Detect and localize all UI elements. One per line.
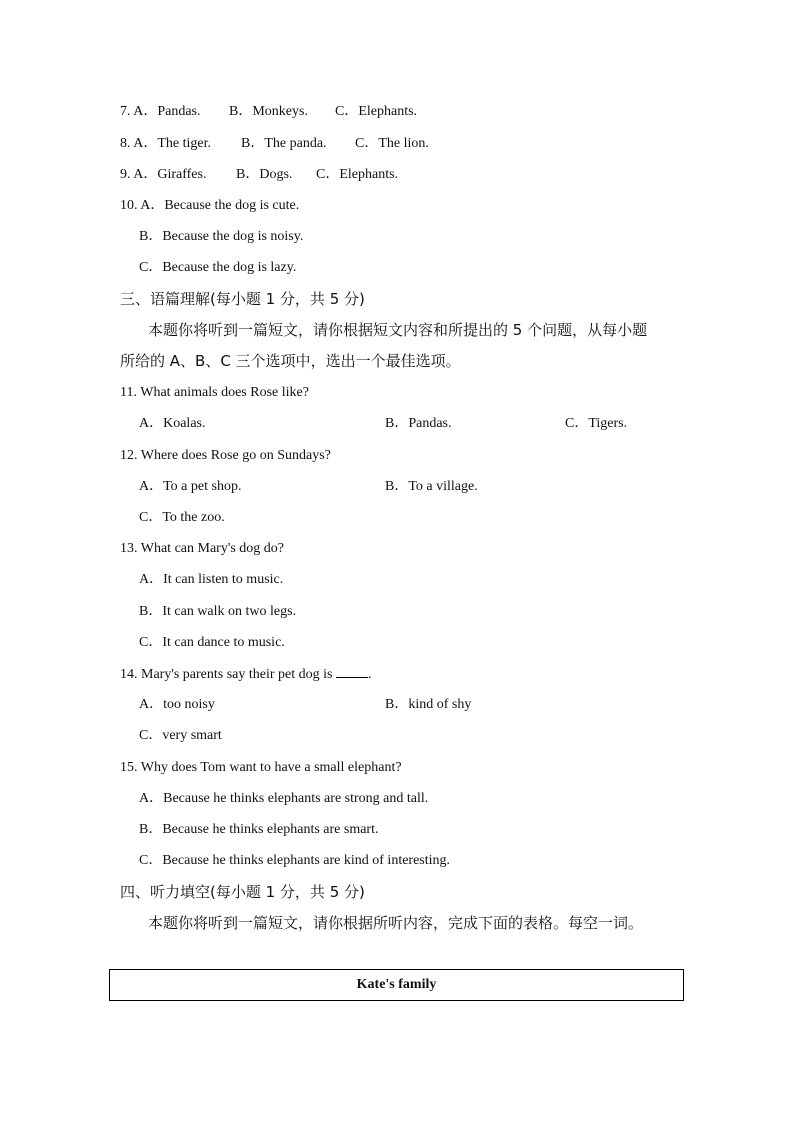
q12-question: 12. Where does Rose go on Sundays? (120, 448, 331, 463)
q7-option-a: 7. A．Pandas. (120, 104, 201, 119)
q10-option-c: C．Because the dog is lazy. (139, 260, 297, 275)
q12-option-a: A．To a pet shop. (139, 479, 242, 494)
table-title: Kate's family (356, 977, 437, 992)
q14-question (120, 665, 371, 684)
q9-option-c: C．Elephants. (316, 167, 399, 182)
q9-option-a: 9. A．Giraffes. (120, 167, 207, 182)
q13-option-b: B．It can walk on two legs. (139, 604, 297, 619)
q14-option-b: B．kind of shy (385, 697, 472, 712)
q12-option-b: B．To a village. (385, 479, 478, 494)
q10-option-b: B．Because the dog is noisy. (139, 229, 304, 244)
q15-option-a: A．Because he thinks elephants are strong and tall. (139, 791, 429, 806)
q13-option-a: A．It can listen to music. (139, 572, 284, 587)
q8-option-a: 8. A．The tiger. (120, 136, 211, 151)
q14-option-c: C．very smart (139, 728, 222, 743)
q13-question: 13. What can Mary's dog do? (120, 541, 285, 556)
section3-title: 三、语篇理解(每小题 1 分，共 5 分) (120, 290, 365, 308)
q15-option-b: B．Because he thinks elephants are smart. (139, 822, 379, 837)
q14-question-end: . (367, 667, 372, 682)
q9-option-b: B．Dogs. (236, 167, 293, 182)
q13-option-c: C．It can dance to music. (139, 635, 285, 650)
q14-question-text: 14. Mary's parents say their pet dog is (120, 667, 333, 682)
section4-instruction-line1: 本题你将听到一篇短文，请你根据所听内容，完成下面的表格。每空一词。 (148, 914, 644, 932)
q14-answer-blank (336, 665, 368, 678)
section3-instruction-line1: 本题你将听到一篇短文，请你根据短文内容和所提出的 5 个问题，从每小题 (148, 321, 648, 339)
q7-option-b: B．Monkeys. (229, 104, 308, 119)
q11-question: 11. What animals does Rose like? (120, 385, 309, 400)
kates-family-table (109, 969, 684, 1001)
q8-option-c: C．The lion. (355, 136, 429, 151)
q10-option-a: 10. A．Because the dog is cute. (120, 198, 300, 213)
q15-option-c: C．Because he thinks elephants are kind of interesting. (139, 853, 451, 868)
q11-option-b: B．Pandas. (385, 416, 452, 431)
q12-option-c: C．To the zoo. (139, 510, 225, 525)
q14-option-a: A．too noisy (139, 697, 215, 712)
q11-option-c: C．Tigers. (565, 416, 628, 431)
q8-option-b: B．The panda. (241, 136, 327, 151)
section3-instruction-line2: 所给的 A、B、C 三个选项中，选出一个最佳选项。 (120, 352, 461, 370)
q7-option-c: C．Elephants. (335, 104, 418, 119)
q11-option-a: A．Koalas. (139, 416, 206, 431)
section4-title: 四、听力填空(每小题 1 分，共 5 分) (120, 883, 365, 901)
q15-question: 15. Why does Tom want to have a small elephant? (120, 760, 402, 775)
